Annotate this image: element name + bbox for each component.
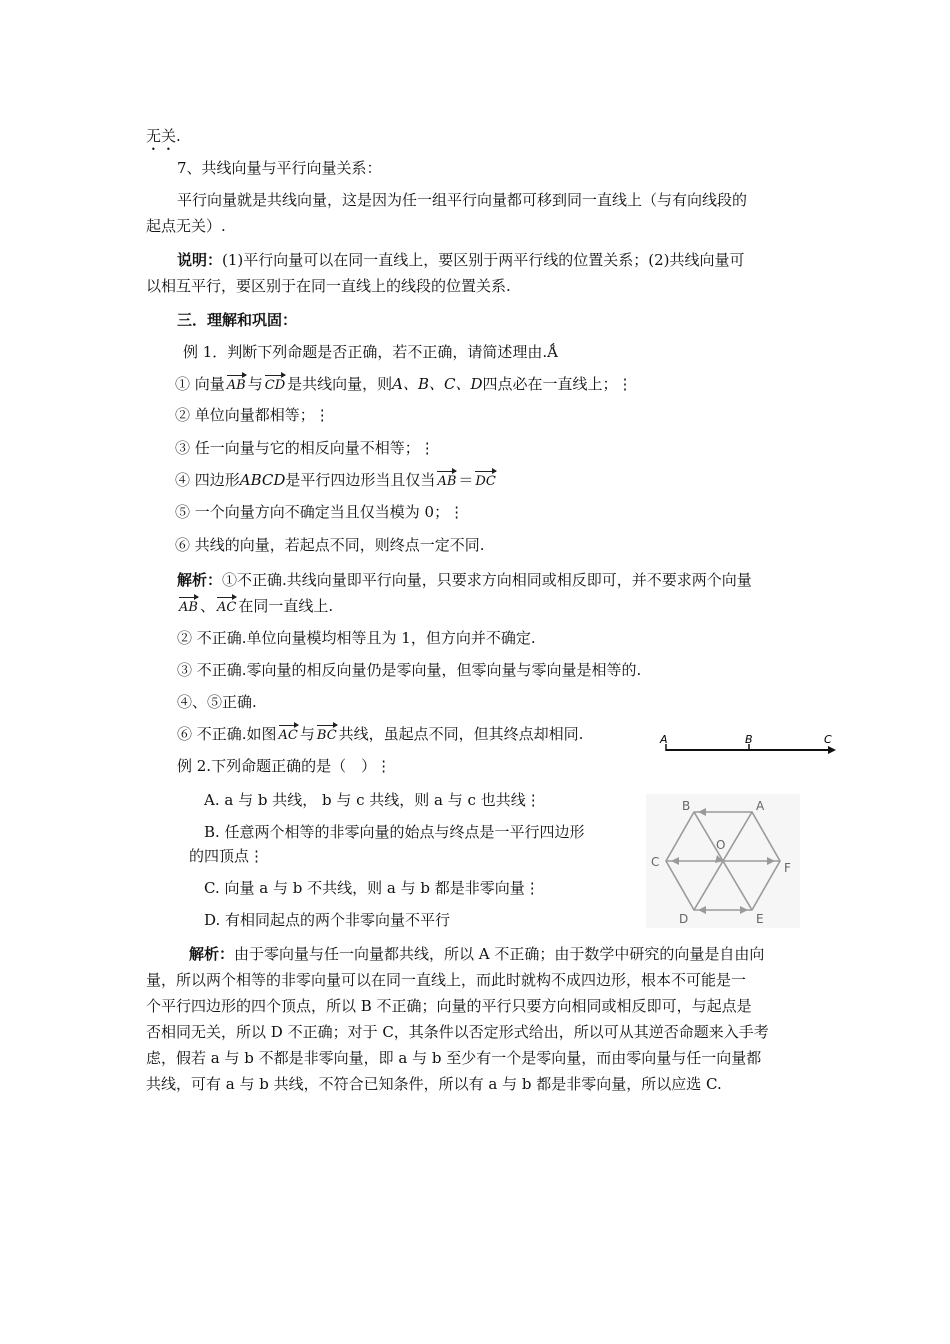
proposition-3: ③ 任一向量与它的相反向量不相等；⋮ <box>175 439 435 457</box>
option-a: A. a 与 b 共线， b 与 c 共线，则 a 与 c 也共线⋮ <box>204 791 541 809</box>
proposition-2: ② 单位向量都相等；⋮ <box>175 406 330 424</box>
solution-line: 虑，假若 a 与 b 不都是非零向量，即 a 与 b 至少有一个是零向量，而由零向量与任一向量都 <box>146 1049 762 1067</box>
proposition-6: ⑥ 共线的向量，若起点不同，则终点一定不同. <box>175 536 485 554</box>
option-b-cont: 的四顶点⋮ <box>189 847 265 865</box>
label-o: O <box>716 838 726 852</box>
label-b: B <box>682 799 691 813</box>
text-line: 平行向量就是共线向量，这是因为任一组平行向量都可移到同一直线上（与有向线段的 <box>177 191 748 209</box>
analysis-6: ⑥ 不正确.如图 AC 与 BC 共线，虽起点不同，但其终点却相同. <box>177 722 583 746</box>
example-2-title: 例 2.下列命题正确的是（ ）⋮ <box>177 757 392 775</box>
text-line: 起点无关）. <box>146 217 226 235</box>
solution-line: 否相同无关，所以 D 不正确；对于 C，其条件以否定形式给出，所以可从其逆否命题来入手考 <box>146 1023 769 1041</box>
vector-dc: DC <box>475 468 495 492</box>
example-1-title: 例 1．判断下列命题是否正确，若不正确，请简述理由.Ǻ <box>183 343 558 361</box>
vector-ab: AB <box>227 372 246 396</box>
text-line: 无关. <box>146 127 181 145</box>
heading-7: 7、共线向量与平行向量关系： <box>177 159 382 177</box>
vector-bc: BC <box>317 722 337 746</box>
label-b: B <box>745 733 753 746</box>
text-line: 以相互平行，要区别于在同一直线上的线段的位置关系. <box>146 277 511 295</box>
vector-cd: CD <box>265 372 285 396</box>
option-c: C. 向量 a 与 b 不共线，则 a 与 b 都是非零向量⋮ <box>204 879 540 897</box>
option-d: D. 有相同起点的两个非零向量不平行 <box>204 911 451 929</box>
analysis-1-cont: AB 、 AC 在同一直线上. <box>177 594 333 618</box>
label-c: C <box>651 855 660 869</box>
option-b: B. 任意两个相等的非零向量的始点与终点是一平行四边形 <box>204 823 585 841</box>
analysis-1: 解析：①不正确.共线向量即平行向量，只要求方向相同或相反即可，并不要求两个向量 <box>177 571 752 589</box>
vector-ab: AB <box>179 594 198 618</box>
label-a: A <box>756 799 765 813</box>
vector-ab: AB <box>437 468 456 492</box>
label-d: D <box>679 912 689 926</box>
proposition-5: ⑤ 一个向量方向不确定当且仅当模为 0；⋮ <box>175 503 465 521</box>
label-e: E <box>756 912 764 926</box>
solution-line: 个平行四边形的四个顶点，所以 B 不正确；向量的平行只要方向相同或相反即可，与起点是 <box>146 997 752 1015</box>
section-heading: 三．理解和巩固： <box>177 311 298 329</box>
proposition-1: ① 向量 AB 与 CD 是共线向量，则A、B、C、D四点必在一直线上；⋮ <box>175 372 633 396</box>
label-f: F <box>784 861 791 875</box>
solution-line: 解析：由于零向量与任一向量都共线，所以 A 不正确；由于数学中研究的向量是自由向 <box>189 945 765 963</box>
arrow-head <box>828 746 836 754</box>
label-c: C <box>824 733 832 746</box>
collinear-line-figure <box>656 730 840 760</box>
label-a: A <box>660 733 668 746</box>
analysis-4-5: ④、⑤正确. <box>177 693 257 711</box>
vector-ac: AC <box>217 594 236 618</box>
analysis-2: ② 不正确.单位向量模均相等且为 1，但方向并不确定. <box>177 629 536 647</box>
solution-line: 共线，可有 a 与 b 共线，不符合已知条件，所以有 a 与 b 都是非零向量，所以应选 C. <box>146 1075 722 1093</box>
analysis-3: ③ 不正确.零向量的相反向量仍是零向量，但零向量与零向量是相等的. <box>177 661 642 679</box>
hexagon-figure <box>646 794 800 928</box>
solution-line: 量，所以两个相等的非零向量可以在同一直线上，而此时就构不成四边形，根本不可能是一 <box>146 971 747 989</box>
proposition-4: ④ 四边形ABCD是平行四边形当且仅当 AB ＝ DC <box>175 468 498 492</box>
note-line: 说明：(1)平行向量可以在同一直线上，要区别于两平行线的位置关系；(2)共线向量可 <box>177 251 745 269</box>
vector-ac: AC <box>279 722 298 746</box>
